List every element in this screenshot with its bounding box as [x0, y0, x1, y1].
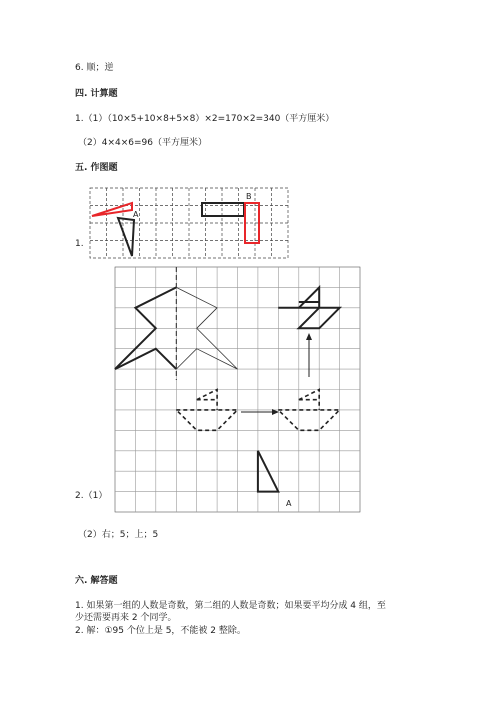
figure-1: [88, 186, 293, 261]
answer-6: 6. 顺；逆: [75, 63, 114, 73]
grid: [115, 267, 360, 512]
label-b: B: [246, 192, 252, 201]
section-5-heading: 五. 作图题: [75, 163, 118, 173]
boat-dashed-right: [278, 390, 339, 431]
arrow-up-head: [306, 333, 312, 340]
boat-solid: [278, 287, 339, 328]
drawing-2-label: 2.（1）: [75, 491, 108, 501]
label-a: A: [133, 210, 139, 219]
red-triangle: [92, 203, 132, 216]
calc-2: （2）4×4×6=96（平方厘米）: [78, 138, 207, 148]
calc-1: 1.（1）（10×5+10×8+5×8）×2=170×2=340（平方厘米）: [75, 114, 335, 124]
solve-2: 2. 解：①95 个位上是 5，不能被 2 整除。: [75, 626, 246, 636]
label-a: A: [286, 499, 292, 508]
black-rectangle: [202, 203, 244, 216]
drawing-2b: （2）右；5；上；5: [78, 530, 159, 540]
solve-1-line-b: 少还需要再来 2 个同学。: [75, 613, 177, 623]
boat-dashed-left: [176, 390, 237, 431]
section-4-heading: 四. 计算题: [75, 89, 118, 99]
solve-1-line-a: 1. 如果第一组的人数是奇数，第二组的人数是奇数；如果要平均分成 4 组，至: [75, 601, 386, 611]
black-triangle: [118, 218, 134, 256]
figure-2: [113, 265, 365, 517]
drawing-1-label: 1.: [75, 239, 84, 249]
section-6-heading: 六. 解答题: [75, 576, 118, 586]
